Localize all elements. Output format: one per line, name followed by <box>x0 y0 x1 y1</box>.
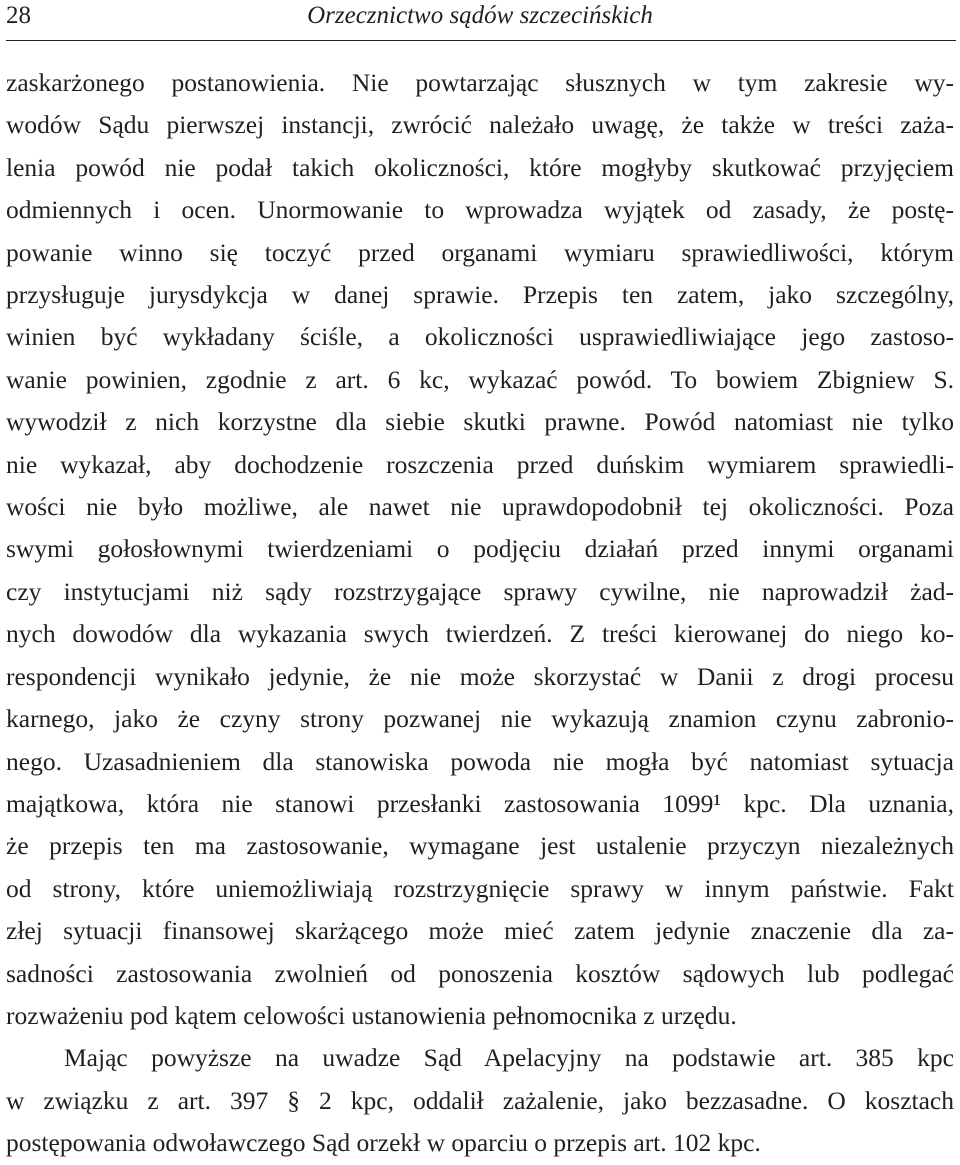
text-line: respondencji wynikało jedynie, że nie może skorzystać w Danii z drogi procesu <box>6 661 954 691</box>
text-line: czy instytucjami niż sądy rozstrzygające sprawy cywilne, nie naprowadził żad- <box>6 576 954 606</box>
text-line: nych dowodów dla wykazania swych twierdzeń. Z treści kierowanej do niego ko- <box>6 619 954 649</box>
text-line: swymi gołosłownymi twierdzeniami o podjęciu działań przed innymi organami <box>6 534 954 564</box>
paragraph-2 <box>6 1037 954 1164</box>
text-line: Mając powyższe na uwadze Sąd Apelacyjny na podstawie art. 385 kpc <box>64 1043 954 1073</box>
paragraph-1 <box>6 62 954 1037</box>
text-line: że przepis ten ma zastosowanie, wymagane jest ustalenie przyczyn niezależnych <box>6 831 954 861</box>
running-header <box>6 0 954 36</box>
text-line: w związku z art. 397 § 2 kpc, oddalił zażalenie, jako bezzasadne. O kosztach <box>6 1085 954 1115</box>
text-line: wanie powinien, zgodnie z art. 6 kc, wykazać powód. To bowiem Zbigniew S. <box>6 364 954 394</box>
text-line: przysługuje jurysdykcja w danej sprawie. Przepis ten zatem, jako szczególny, <box>6 280 954 310</box>
text-line: złej sytuacji finansowej skarżącego może mieć zatem jedynie znaczenie dla za- <box>6 916 954 946</box>
text-line: majątkowa, która nie stanowi przesłanki zastosowania 1099¹ kpc. Dla uznania, <box>6 788 954 818</box>
text-line: od strony, które uniemożliwiają rozstrzygnięcie sprawy w innym państwie. Fakt <box>6 873 954 903</box>
running-title: Orzecznictwo sądów szczecińskich <box>307 2 653 29</box>
text-line: odmiennych i ocen. Unormowanie to wprowadza wyjątek od zasady, że postę- <box>6 195 954 225</box>
page-number: 28 <box>6 2 31 29</box>
text-line: powanie winno się toczyć przed organami wymiaru sprawiedliwości, którym <box>6 237 954 267</box>
text-line: rozważeniu pod kątem celowości ustanowienia pełnomocnika z urzędu. <box>6 1000 737 1030</box>
text-line: zaskarżonego postanowienia. Nie powtarzając słusznych w tym zakresie wy- <box>6 68 954 97</box>
text-line: sadności zastosowania zwolnień od ponoszenia kosztów sądowych lub podlegać <box>6 958 954 988</box>
body-text <box>6 62 954 1165</box>
text-line: wywodził z nich korzystne dla siebie skutki prawne. Powód natomiast nie tylko <box>6 407 954 437</box>
text-line: postępowania odwoławczego Sąd orzekł w oparciu o przepis art. 102 kpc. <box>6 1128 761 1158</box>
text-line: wodów Sądu pierwszej instancji, zwrócić należało uwagę, że także w treści zaża- <box>6 110 954 140</box>
text-line: wości nie było możliwe, ale nawet nie uprawdopodobnił tej okoliczności. Poza <box>6 492 954 522</box>
text-line: winien być wykładany ściśle, a okoliczności usprawiedliwiające jego zastoso- <box>6 322 954 352</box>
text-line: nie wykazał, aby dochodzenie roszczenia przed duńskim wymiarem sprawiedli- <box>6 449 954 479</box>
header-rule <box>6 40 956 41</box>
text-line: karnego, jako że czyny strony pozwanej nie wykazują znamion czynu zabronio- <box>6 704 954 734</box>
text-line: nego. Uzasadnieniem dla stanowiska powoda nie mogła być natomiast sytuacja <box>6 746 954 776</box>
text-line: lenia powód nie podał takich okoliczności, które mogłyby skutkować przyjęciem <box>6 152 954 182</box>
